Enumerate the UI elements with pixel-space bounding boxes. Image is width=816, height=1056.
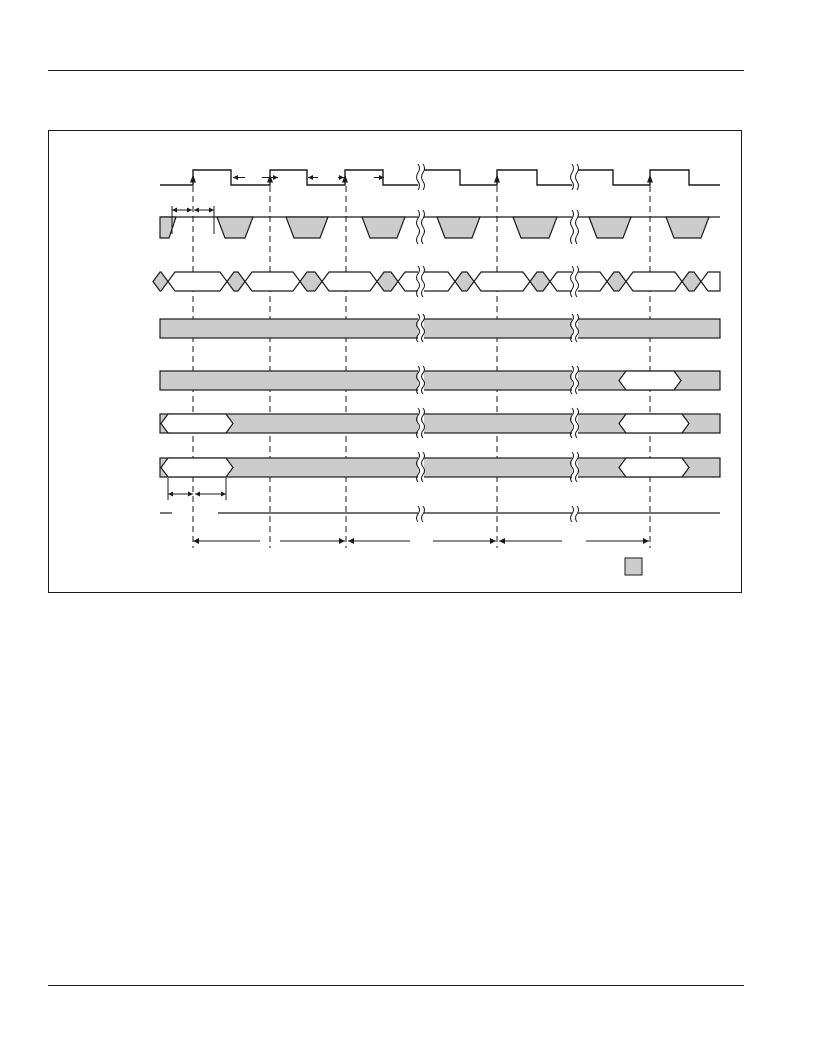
bus-dimension-arrows [168,478,226,500]
dimension-arrow [499,538,505,544]
bus-a-waveform [153,272,720,291]
dimension-arrow [188,492,193,497]
dimension-arrow [348,538,354,544]
bus-b-waveform [160,319,720,338]
bus-crossing [607,272,626,291]
bus-c-waveform [160,371,720,390]
bus-crossing [153,272,168,291]
dimension-arrow [187,208,192,213]
bus-valid-window [245,272,300,291]
dimension-arrow [221,492,226,497]
strobe-pulse [286,217,328,238]
strobe-pulse [362,217,405,238]
bus-valid-window [161,414,233,433]
strobe-pulse [666,217,709,238]
bus-valid-window [161,458,233,477]
bus-e-waveform [160,458,720,477]
dimension-arrow [273,175,278,180]
rising-edge-arrow [267,175,273,183]
dimension-arrow [308,175,313,180]
dimension-arrow [233,175,238,180]
rising-edge-arrow [190,175,196,183]
bus-invalid-region [160,319,720,338]
bus-valid-window [701,272,720,291]
bus-valid-window [619,371,681,390]
bus-valid-window [474,272,530,291]
strobe-pulse [589,217,631,238]
bus-crossing [300,272,322,291]
bus-crossing [227,272,245,291]
strobe-pulse [437,217,480,238]
dimension-arrow [195,492,200,497]
bus-crossing [530,272,550,291]
rising-edge-arrow [647,175,653,183]
strobe-pulse [160,217,176,238]
dimension-arrow [168,492,173,497]
clock-waveform [160,170,720,185]
dimension-arrow [643,538,649,544]
dimension-arrow [490,538,496,544]
period-arrows [193,538,649,544]
dimension-arrow [193,538,199,544]
bus-valid-window [168,272,227,291]
bus-valid-window [322,272,377,291]
bus-crossing [682,272,701,291]
bus-crossing [455,272,474,291]
bus-d-waveform [160,414,720,433]
bus-valid-window [626,272,682,291]
dimension-arrow [172,208,177,213]
dimension-arrow [339,538,345,544]
legend-swatch [625,558,642,575]
dimension-arrow [194,208,199,213]
strobe-waveform [160,206,720,238]
rising-edge-arrow [494,175,500,183]
rising-edge-arrow [342,175,348,183]
strobe-pulse [513,217,557,238]
bus-valid-window [550,272,607,291]
bus-crossing [377,272,398,291]
strobe-pulse [217,217,253,238]
footer-rule [48,985,744,986]
dimension-arrow [209,208,214,213]
bus-valid-window [619,414,689,433]
bus-valid-window [398,272,455,291]
bus-valid-window [619,458,689,477]
